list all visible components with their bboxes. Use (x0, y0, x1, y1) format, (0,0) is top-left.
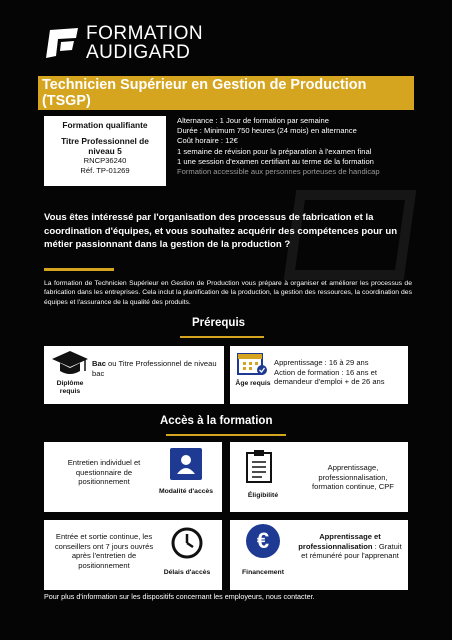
calendar-icon (236, 350, 268, 381)
page-title: Technicien Supérieur en Gestion de Production (TSGP) (42, 77, 367, 109)
card-diplome (44, 346, 224, 404)
prerequis-title: Prérequis (192, 317, 246, 329)
lead-divider (44, 268, 114, 271)
diplome-rest: ou Titre Professionnel de niveau bac (92, 359, 217, 378)
delais-label: Délais d'accès (163, 569, 211, 576)
age-label: Âge requis (235, 380, 271, 387)
detail-accessibility: Formation accessible aux personnes porteuses de handicap (177, 167, 380, 177)
age-text: Apprentissage : 16 à 29 ans Action de formation : 16 ans et demandeur d'emploi + de 26 ans (274, 358, 385, 387)
clipboard-icon (244, 448, 274, 489)
qualification-rncp: RNCP36240 (83, 156, 127, 165)
intro-paragraph: La formation de Technicien Supérieur en Gestion de Production vous prépare à organiser et améliorer les processus de fabrication dans les entreprises. Cela inclut la planification de la production, la gestion des ressources, la coordination des équipes et l'assurance de la qualité des produits. (44, 280, 412, 306)
title-band (38, 76, 414, 110)
diplome-label: Diplôme requis (56, 380, 84, 396)
detail-cout: Coût horaire : 12€ (177, 136, 238, 146)
brand-line2: AUDIGARD (86, 42, 191, 63)
clock-icon (170, 526, 204, 565)
qualification-diploma: Titre Professionnel de niveau 5 (61, 136, 149, 156)
detail-alternance: Alternance : 1 Jour de formation par semaine (177, 116, 329, 125)
financement-text (296, 532, 404, 561)
card-age (230, 346, 408, 404)
graduation-cap-icon (50, 349, 90, 384)
card-delais (44, 520, 222, 590)
card-modalite (44, 442, 222, 512)
acces-rule (166, 434, 286, 436)
qualification-label: Formation qualifiante (62, 120, 148, 130)
detail-examen: 1 une session d'examen certifiant au terme de la formation (177, 156, 374, 166)
modalite-label: Modalité d'accès (158, 488, 214, 495)
card-financement (230, 520, 408, 590)
qualification-card (44, 116, 166, 186)
prerequis-rule (180, 336, 264, 338)
qualification-ref: Réf. TP-01269 (80, 165, 130, 175)
program-details (177, 116, 439, 177)
id-card-icon (170, 448, 202, 480)
lead-question: Vous êtes intéressé par l'organisation des processus de fabrication et la coordination d'équipes, et vous souhaitez acquérir des compétences pour un métier passionnant dans la gestion de la production ? (44, 212, 398, 250)
euro-icon: € (246, 524, 280, 558)
brand-line1: FORMATION (86, 23, 204, 44)
financement-rest: : Gratuit et rémunéré pour l'apprenant (301, 541, 402, 561)
delais-text: Entrée et sortie continue, les conseillers ont 7 jours ouvrés après l'entretien de positionnement (54, 532, 154, 570)
modalite-text: Entretien individuel et questionnaire de positionnement (67, 458, 141, 487)
eligibilite-text: Apprentissage, professionnalisation, formation continue, CPF (312, 463, 394, 492)
eligibilite-label: Éligibilité (247, 492, 279, 499)
logo-mark-icon (44, 26, 80, 60)
financement-label: Financement (242, 569, 284, 576)
detail-revision: 1 semaine de révision pour la préparation à l'examen final (177, 146, 372, 156)
card-eligibilite (230, 442, 408, 512)
diplome-bold: Bac (92, 359, 106, 368)
diplome-text (92, 359, 220, 378)
financement-bold: Apprentissage et professionnalisation (298, 532, 381, 551)
footer-note: Pour plus d'information sur les dispositifs concernant les employeurs, nous contacter. (44, 592, 315, 601)
detail-duree: Durée : Minimum 750 heures (24 mois) en alternance (177, 126, 357, 136)
brand-logo (44, 24, 203, 62)
acces-title: Accès à la formation (160, 415, 273, 427)
